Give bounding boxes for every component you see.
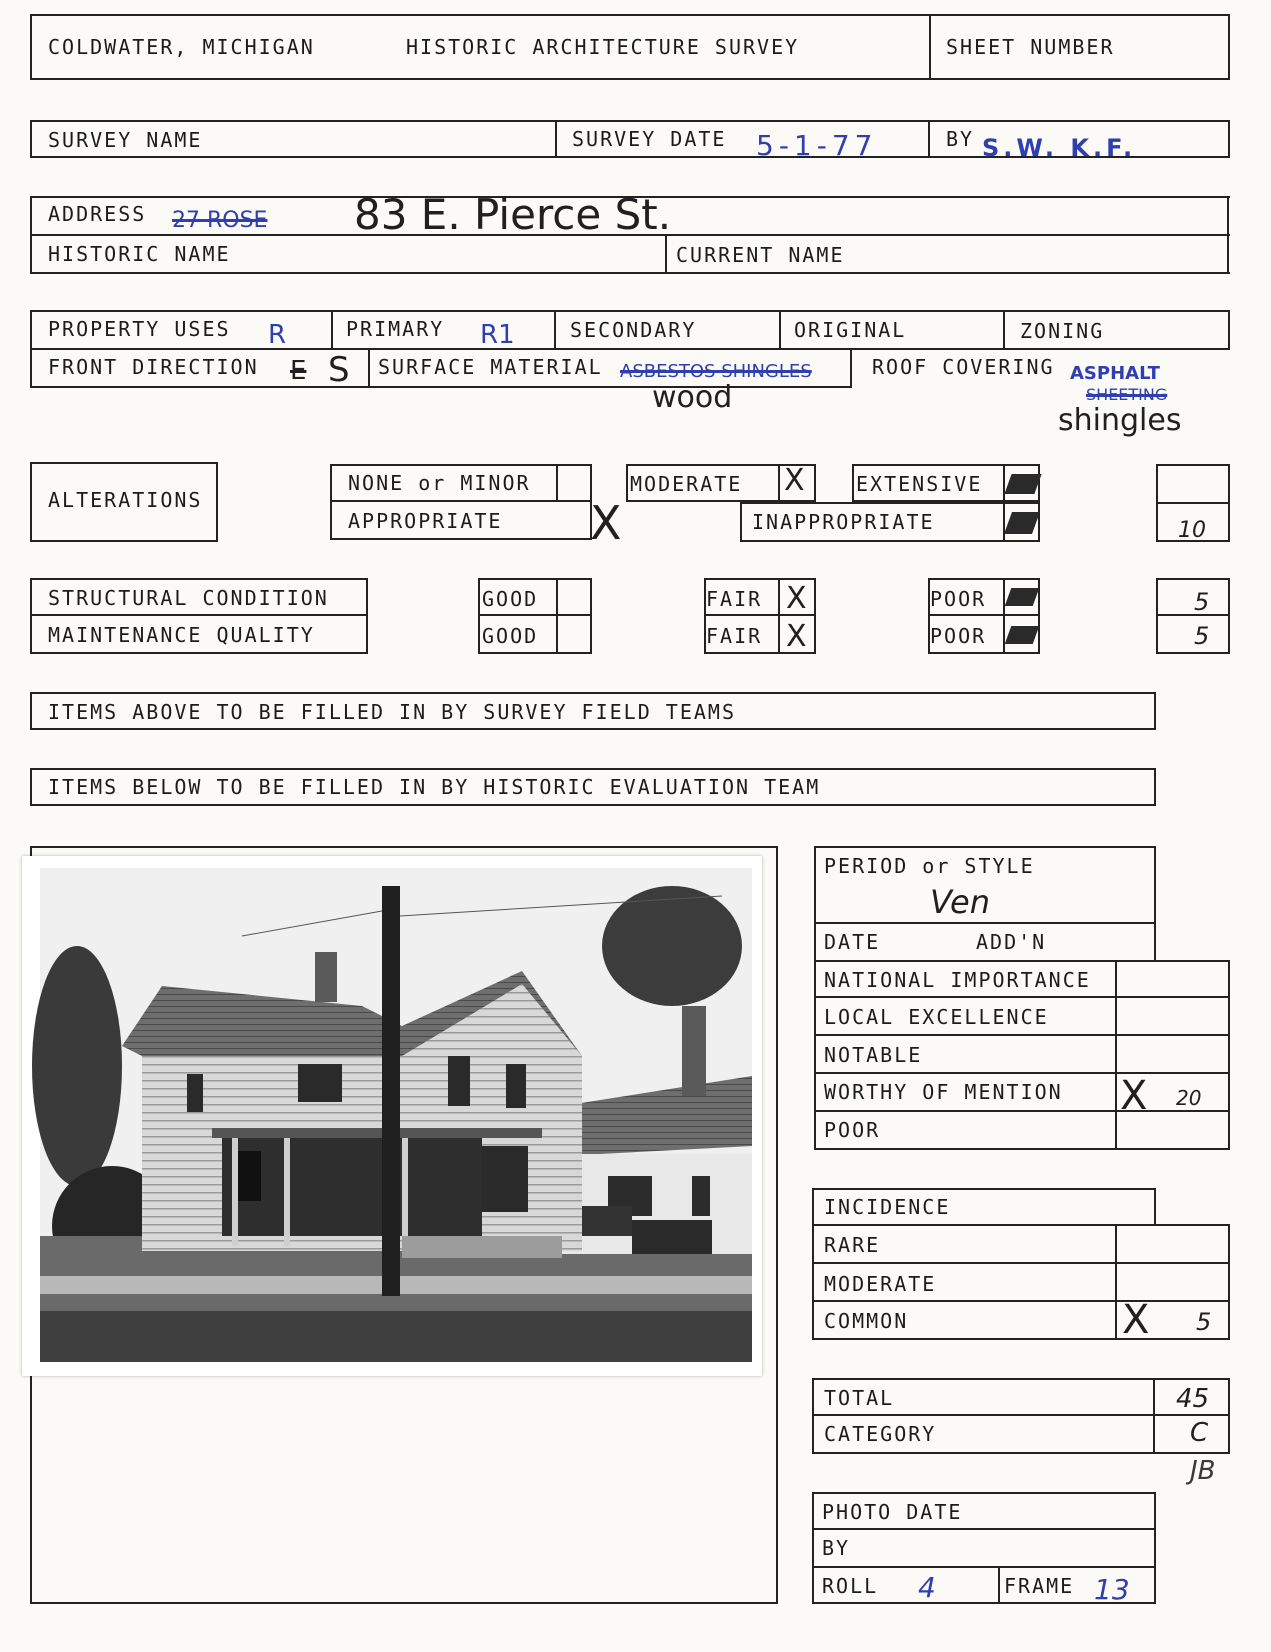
address-value: 83 E. Pierce St. xyxy=(354,190,672,239)
poor-label-2: POOR xyxy=(930,624,987,648)
fair-label-2: FAIR xyxy=(706,624,763,648)
original-label: ORIGINAL xyxy=(794,318,907,342)
address-divider xyxy=(665,234,667,274)
alterations-label: ALTERATIONS xyxy=(48,488,203,512)
incidence-row-2 xyxy=(812,1262,1230,1264)
survey-divider-2 xyxy=(928,120,930,158)
importance-row-4 xyxy=(814,1072,1230,1074)
roll-label: ROLL xyxy=(822,1574,879,1598)
extensive-checkbox xyxy=(1003,464,1005,502)
city-label: COLDWATER, MICHIGAN xyxy=(48,35,315,59)
survey-name-label: SURVEY NAME xyxy=(48,128,203,152)
total-label: TOTAL xyxy=(824,1386,895,1410)
worthy-score: 20 xyxy=(1176,1086,1202,1110)
none-minor-label: NONE or MINOR xyxy=(348,471,531,495)
initials: JB xyxy=(1190,1456,1216,1486)
note-below: ITEMS BELOW TO BE FILLED IN BY HISTORIC EVALUATION TEAM xyxy=(48,775,821,799)
survey-date-value: 5-1-77 xyxy=(756,129,878,162)
good-label-2: GOOD xyxy=(482,624,539,648)
totals-grid-div xyxy=(1153,1378,1155,1454)
survey-divider-3 xyxy=(1228,120,1230,158)
roof-covering-value-2: shingles xyxy=(1058,403,1182,438)
property-div-1 xyxy=(331,310,333,350)
appropriate-mark: X xyxy=(590,496,622,550)
worthy-mark: X xyxy=(1120,1073,1148,1119)
poor-midline xyxy=(928,614,1040,616)
property-div-6 xyxy=(850,348,852,388)
moderate-mark: X xyxy=(784,463,805,498)
totals-midline xyxy=(812,1414,1230,1416)
historic-name-label: HISTORIC NAME xyxy=(48,242,231,266)
period-value: Ven xyxy=(930,883,990,921)
inappropriate-checkbox xyxy=(1003,502,1005,542)
total-value: 45 xyxy=(1176,1384,1210,1414)
photo-info-row-3 xyxy=(812,1566,1156,1568)
local-excellence-label: LOCAL EXCELLENCE xyxy=(824,1005,1049,1029)
header-divider xyxy=(929,14,931,80)
current-name-label: CURRENT NAME xyxy=(676,243,845,267)
incidence-moderate-label: MODERATE xyxy=(824,1272,937,1296)
inappropriate-label: INAPPROPRIATE xyxy=(752,510,935,534)
none-minor-midline xyxy=(330,500,592,502)
condition-midline xyxy=(30,614,368,616)
condition-score-box-2 xyxy=(1156,614,1230,654)
importance-row-5 xyxy=(814,1110,1230,1112)
structural-mark: X xyxy=(786,581,807,616)
fair-label-1: FAIR xyxy=(706,587,763,611)
front-direction-label: FRONT DIRECTION xyxy=(48,355,259,379)
moderate-checkbox xyxy=(778,464,780,502)
none-minor-checkbox xyxy=(556,464,558,500)
house-photo-image xyxy=(22,856,762,1376)
property-div-4 xyxy=(1003,310,1005,350)
sheet-number-label: SHEET NUMBER xyxy=(946,35,1115,59)
poor-label-1: POOR xyxy=(930,587,987,611)
incidence-row-3 xyxy=(812,1300,1230,1302)
roof-covering-label: ROOF COVERING xyxy=(872,355,1055,379)
property-div-2 xyxy=(554,310,556,350)
fair-checkbox-line xyxy=(778,578,780,654)
property-div-3 xyxy=(779,310,781,350)
structural-condition-label: STRUCTURAL CONDITION xyxy=(48,586,329,610)
roll-value: 4 xyxy=(918,1571,936,1604)
property-uses-value: R xyxy=(268,320,287,350)
house-photo xyxy=(22,856,762,1376)
roof-covering-struck: SHEETING xyxy=(1086,385,1168,404)
good-label-1: GOOD xyxy=(482,587,539,611)
survey-by-value: S.W. K.F. xyxy=(982,134,1137,162)
worthy-label: WORTHY OF MENTION xyxy=(824,1080,1063,1104)
property-div-5 xyxy=(368,348,370,388)
national-importance-label: NATIONAL IMPORTANCE xyxy=(824,968,1091,992)
note-above-right xyxy=(1154,692,1156,730)
maintenance-quality-label: MAINTENANCE QUALITY xyxy=(48,623,315,647)
property-uses-label: PROPERTY USES xyxy=(48,317,231,341)
date-label: DATE xyxy=(824,930,881,954)
alterations-score-box xyxy=(1156,464,1230,504)
structural-score: 5 xyxy=(1194,588,1210,616)
photo-info-divider xyxy=(998,1566,1000,1604)
front-direction-value: S xyxy=(328,350,350,390)
condition-score-box-1 xyxy=(1156,578,1230,616)
good-checkbox-line xyxy=(556,578,558,654)
photo-date-label: PHOTO DATE xyxy=(822,1500,963,1524)
eval-poor-label: POOR xyxy=(824,1118,881,1142)
moderate-label: MODERATE xyxy=(630,472,743,496)
incidence-grid-div xyxy=(1115,1224,1117,1340)
rare-label: RARE xyxy=(824,1233,881,1257)
photo-info-row-2 xyxy=(812,1528,1156,1530)
notable-label: NOTABLE xyxy=(824,1043,923,1067)
primary-label: PRIMARY xyxy=(346,317,445,341)
period-label: PERIOD or STYLE xyxy=(824,854,1035,878)
survey-title: HISTORIC ARCHITECTURE SURVEY xyxy=(406,35,800,59)
primary-value: R1 xyxy=(480,320,515,350)
surface-material-label: SURFACE MATERIAL xyxy=(378,355,603,379)
category-label: CATEGORY xyxy=(824,1422,937,1446)
frame-value: 13 xyxy=(1094,1573,1130,1606)
roof-covering-value-1: ASPHALT xyxy=(1070,363,1160,384)
note-above: ITEMS ABOVE TO BE FILLED IN BY SURVEY FIELD TEAMS xyxy=(48,700,737,724)
importance-grid-div xyxy=(1115,960,1117,1150)
photo-by-label: BY xyxy=(822,1536,851,1560)
common-score: 5 xyxy=(1196,1308,1212,1336)
front-direction-struck: E xyxy=(290,356,307,386)
address-label: ADDRESS xyxy=(48,202,147,226)
frame-label: FRAME xyxy=(1004,1574,1075,1598)
common-mark: X xyxy=(1122,1297,1150,1343)
maintenance-mark: X xyxy=(786,619,807,654)
category-value: C xyxy=(1190,1418,1209,1448)
incidence-label: INCIDENCE xyxy=(824,1195,951,1219)
survey-by-label: BY xyxy=(946,127,975,151)
note-below-right xyxy=(1154,768,1156,806)
appropriate-label: APPROPRIATE xyxy=(348,509,503,533)
alterations-score: 10 xyxy=(1178,518,1206,543)
good-midline xyxy=(478,614,592,616)
common-label: COMMON xyxy=(824,1309,909,1333)
importance-row-2 xyxy=(814,996,1230,998)
maintenance-score: 5 xyxy=(1194,622,1210,650)
addn-label: ADD'N xyxy=(976,930,1047,954)
secondary-label: SECONDARY xyxy=(570,318,697,342)
surface-material-value: wood xyxy=(652,380,733,415)
importance-row-3 xyxy=(814,1034,1230,1036)
extensive-label: EXTENSIVE xyxy=(856,472,983,496)
zoning-label: ZONING xyxy=(1020,319,1105,343)
address-struck-value: 27 ROSE xyxy=(172,208,268,233)
surface-material-struck: ASBESTOS SHINGLES xyxy=(620,361,812,382)
survey-date-label: SURVEY DATE xyxy=(572,127,727,151)
survey-divider-1 xyxy=(555,120,557,158)
